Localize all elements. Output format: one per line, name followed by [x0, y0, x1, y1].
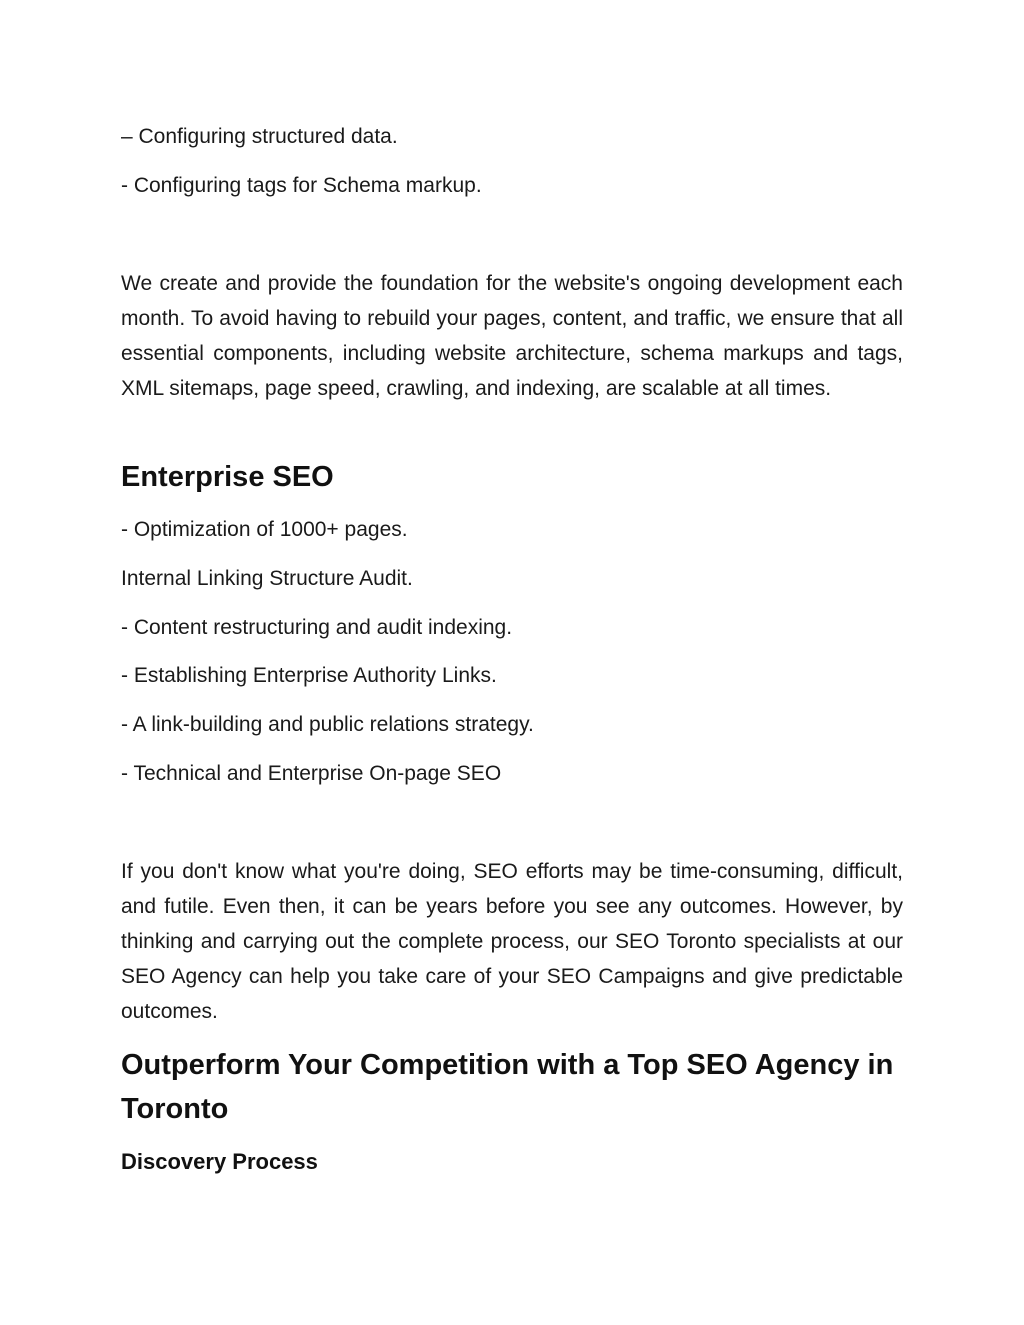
- list-item: Internal Linking Structure Audit.: [121, 567, 413, 590]
- list-item: - Content restructuring and audit indexing.: [121, 616, 513, 639]
- list-item: - Configuring tags for Schema markup.: [121, 174, 482, 197]
- list-item: – Configuring structured data.: [121, 125, 398, 148]
- list-item: - Optimization of 1000+ pages.: [121, 518, 408, 541]
- list-item: - Establishing Enterprise Authority Links.: [121, 664, 497, 687]
- body-paragraph: If you don't know what you're doing, SEO efforts may be time-consuming, difficult, and futile. Even then, it can be years before you see any outcomes. However, by thinking and carrying out the complete process, our SEO Toronto specialists at our SEO Agency can help you take care of your SEO Campaigns and give predictable outcomes.: [121, 860, 903, 1023]
- subheading-discovery-process: Discovery Process: [121, 1149, 318, 1174]
- section-heading-outperform: Outperform Your Competition with a Top SEO Agency in Toronto: [121, 1049, 894, 1125]
- list-item: - Technical and Enterprise On-page SEO: [121, 762, 502, 785]
- body-paragraph: We create and provide the foundation for the website's ongoing development each month. To avoid having to rebuild your pages, content, and traffic, we ensure that all essential components, including website architecture, schema markups and tags, XML sitemaps, page speed, crawling, and indexing, are scalable at all times.: [121, 272, 903, 400]
- list-item: - A link-building and public relations strategy.: [121, 713, 534, 736]
- section-heading-enterprise-seo: Enterprise SEO: [121, 461, 334, 493]
